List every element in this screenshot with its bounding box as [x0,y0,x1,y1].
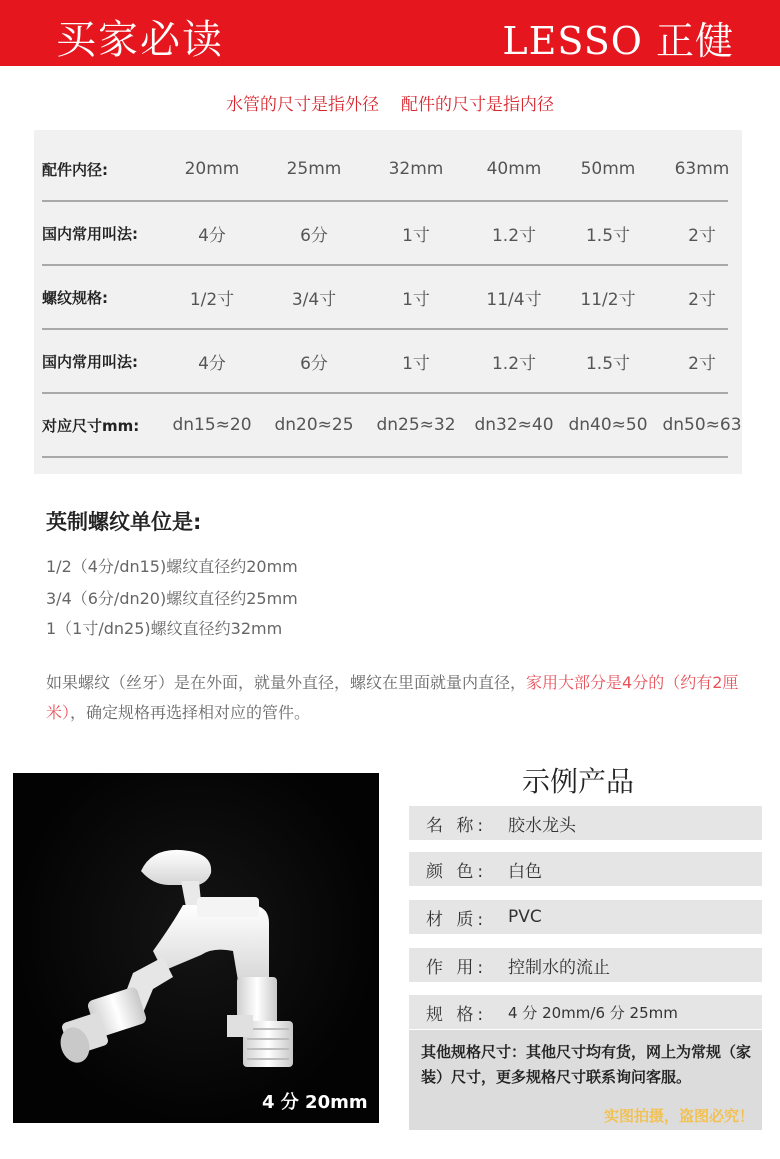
spec-cell: dn32≈40 [474,415,554,435]
spec-cell: 3/4寸 [291,289,337,310]
thread-heading: 英制螺纹单位是: [46,510,202,534]
spec-row-label: 螺纹规格: [42,288,108,307]
spec-cell: 2寸 [688,225,716,246]
spec-cell: 2寸 [688,353,716,374]
info-row-color [409,852,762,886]
spec-cell: dn20≈25 [274,415,354,435]
other-sizes-box [409,1030,762,1130]
spec-cell: dn25≈32 [376,415,456,435]
spec-row [42,394,742,458]
faucet-image [13,773,379,1123]
info-key: 材 质: [426,909,488,930]
other-sizes-text: 其他规格尺寸：其他尺寸均有货，网上为常规（家装）尺寸，更多规格尺寸联系询问客服。 [421,1043,752,1086]
spec-cell: 1寸 [402,353,430,374]
spec-cell: 1/2寸 [189,289,235,310]
spec-cell: 20mm [184,159,240,179]
info-value: 白色 [508,861,542,882]
spec-cell: 50mm [580,159,636,179]
spec-row [42,330,728,394]
product-photo [13,773,379,1123]
info-key: 作 用: [426,957,488,978]
spec-cell: 1寸 [402,289,430,310]
buyer-notice-title: 买家必读 [56,17,224,63]
spec-cell: dn50≈63 [662,415,742,435]
thread-line: 1（1寸/dn25)螺纹直径约32mm [46,619,283,638]
note-text-end: ，确定规格再选择相对应的管件。 [70,703,311,722]
spec-cell: 11/2寸 [580,289,636,310]
spec-cell: 1.5寸 [585,353,631,374]
spec-cell: dn40≈50 [568,415,648,435]
spec-cell: dn15≈20 [172,415,252,435]
photo-caption: 4 分 20mm [262,1092,368,1113]
spec-row [42,202,728,266]
spec-cell: 63mm [674,159,730,179]
info-value: PVC [508,907,542,927]
info-row-material [409,900,762,934]
thread-line: 3/4（6分/dn20)螺纹直径约25mm [46,589,298,608]
spec-row-label: 国内常用叫法: [42,352,138,371]
spec-cell: 32mm [388,159,444,179]
info-row-spec [409,995,762,1029]
spec-cell: 6分 [300,353,328,374]
spec-cell: 11/4寸 [486,289,542,310]
subtitle-pipe: 水管的尺寸是指外径 [226,95,379,115]
size-subtitle [0,90,780,115]
spec-cell: 1.2寸 [491,225,537,246]
spec-row [42,266,728,330]
spec-cell: 2寸 [688,289,716,310]
spec-table [34,130,742,474]
example-title: 示例产品 [521,765,634,798]
info-key: 规 格: [426,1004,488,1025]
thread-line: 1/2（4分/dn15)螺纹直径约20mm [46,557,298,576]
spec-cell: 25mm [286,159,342,179]
spec-cell: 1.2寸 [491,353,537,374]
brand-title: LESSO 正健 [502,19,734,63]
spec-cell: 4分 [198,353,226,374]
spec-row-label: 对应尺寸mm: [42,416,140,435]
spec-cell: 1.5寸 [585,225,631,246]
info-value: 4 分 20mm/6 分 25mm [508,1003,678,1022]
spec-cell: 6分 [300,225,328,246]
spec-row-label: 配件内径: [42,160,108,179]
subtitle-fitting: 配件的尺寸是指内径 [401,95,554,115]
note-text: 如果螺纹（丝牙）是在外面，就量外直径，螺纹在里面就量内直径， [46,673,527,692]
info-value: 控制水的流止 [508,957,610,978]
copyright-warning: 实图拍摄，盗图必究！ [603,1107,754,1125]
info-row-name [409,806,762,840]
note-highlight: 家用大部分是4分的（约有2厘米） [46,673,739,722]
info-row-function [409,948,762,982]
info-value: 胶水龙头 [508,815,576,836]
spec-row-label: 国内常用叫法: [42,224,138,243]
spec-cell: 40mm [486,159,542,179]
spec-row [42,138,728,202]
header-banner [0,0,780,66]
spec-cell: 4分 [198,225,226,246]
measure-note [46,668,746,728]
spec-cell: 1寸 [402,225,430,246]
info-key: 颜 色: [426,861,488,882]
info-key: 名 称: [426,815,488,836]
